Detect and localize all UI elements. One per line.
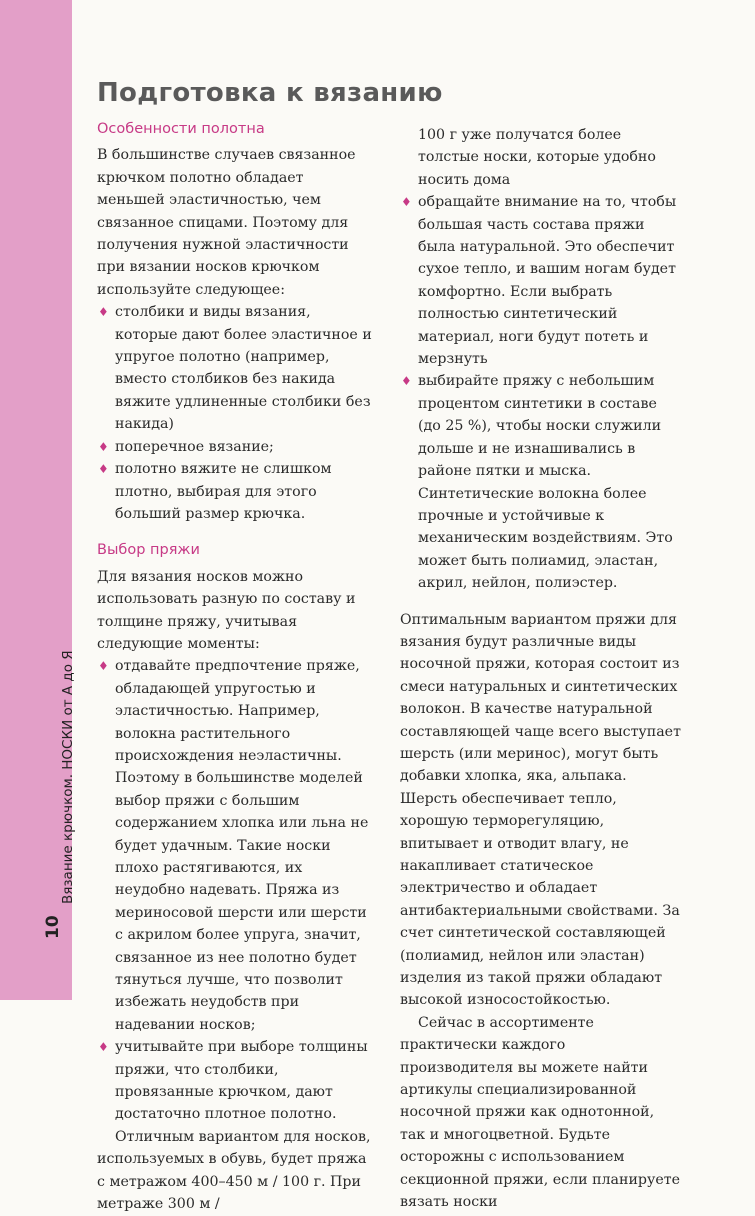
paragraph: Отличным вариантом для носков, используемых в обувь, будет пряжа с метражом 400–450 м / 100 г. При метраже 300 м /	[97, 1128, 371, 1213]
bullet-list	[97, 301, 375, 525]
list-item: ♦ обращайте внимание на то, чтобы большая часть состава пряжи была натуральной. Это обеспечит сухое тепло, и вашим ногам будет комфортно. Если выбрать полностью синтетический материал, ноги будут потеть и мерзнуть	[400, 191, 682, 370]
paragraph: В большинстве случаев связанное крючком полотно обладает меньшей эластичностью, чем связанное спицами. Поэтому для получения нужной эластичности при вязании носков крючком используйте следующее:	[97, 147, 356, 298]
section-heading-yarn: Выбор пряжи	[97, 542, 200, 559]
section-heading-fabric: Особенности полотна	[97, 121, 265, 137]
list-item: ♦ столбики и виды вязания, которые дают более эластичное и упругое полотно (например, вместо столбиков без накида вяжите удлиненные столбики без накида)	[97, 301, 375, 435]
list-item: ♦ полотно вяжите не слишком плотно, выбирая для этого больший размер крючка.	[97, 458, 375, 525]
list-item: ♦ выбирайте пряжу с небольшим процентом синтетики в составе (до 25 %), чтобы носки служили дольше и не изнашивались в районе пятки и мыска. Синтетические волокна более прочные и устойчивые к механическим воздействиям. Это может быть полиамид, эластан, акрил, нейлон, полиэстер.	[400, 370, 682, 594]
running-header: Вязание крючком. НОСКИ от А до Я	[60, 650, 76, 904]
list-item: ♦ отдавайте предпочтение пряже, обладающей упругостью и эластичностью. Например, волокна растительного происхождения неэластичны. Поэтому в большинстве моделей выбор пряжи с большим содержанием хлопка или льна не будет удачным. Такие носки плохо растягиваются, их неудобно надевать. Пряжа из мериносовой шерсти или шерсти с акрилом более упруга, значит, связанное из нее полотно будет тянуться лучше, что позволит избежать неудобств при надевании носков;	[97, 655, 375, 1036]
page-title: Подготовка к вязанию	[97, 78, 443, 108]
list-item: ♦ поперечное вязание;	[97, 436, 375, 458]
paragraph: Сейчас в ассортименте практически каждого производителя вы можете найти артикулы специализированной носочной пряжи как однотонной, так и многоцветной. Будьте осторожны с использованием секционной пряжи, если планируете вязать носки	[400, 1014, 680, 1211]
left-column	[97, 118, 375, 1216]
list-item: ♦ учитывайте при выборе толщины пряжи, что столбики, провязанные крючком, дают достаточно плотное полотно.	[97, 1036, 375, 1126]
page-number: 10	[43, 915, 63, 939]
bullet-list	[97, 655, 375, 1126]
paragraph: 100 г уже получатся более толстые носки, которые удобно носить дома	[418, 127, 656, 188]
paragraph: Оптимальным вариантом пряжи для вязания будут различные виды носочной пряжи, которая состоит из смеси натуральных и синтетических волокон. В качестве натуральной составляющей чаще всего выступает шерсть (или меринос), могут быть добавки хлопка, яка, альпака. Шерсть обеспечивает тепло, хорошую терморегуляцию, впитывает и отводит влагу, не накапливает статическое электричество и обладает антибактериальными свойствами. За счет синтетической составляющей (полиамид, нейлон или эластан) изделия из такой пряжи обладают высокой износостойкостью.	[400, 611, 681, 1009]
bullet-list	[400, 191, 682, 594]
right-column	[400, 124, 682, 1214]
paragraph: Для вязания носков можно использовать разную по составу и толщине пряжу, учитывая следующие моменты:	[97, 568, 356, 652]
